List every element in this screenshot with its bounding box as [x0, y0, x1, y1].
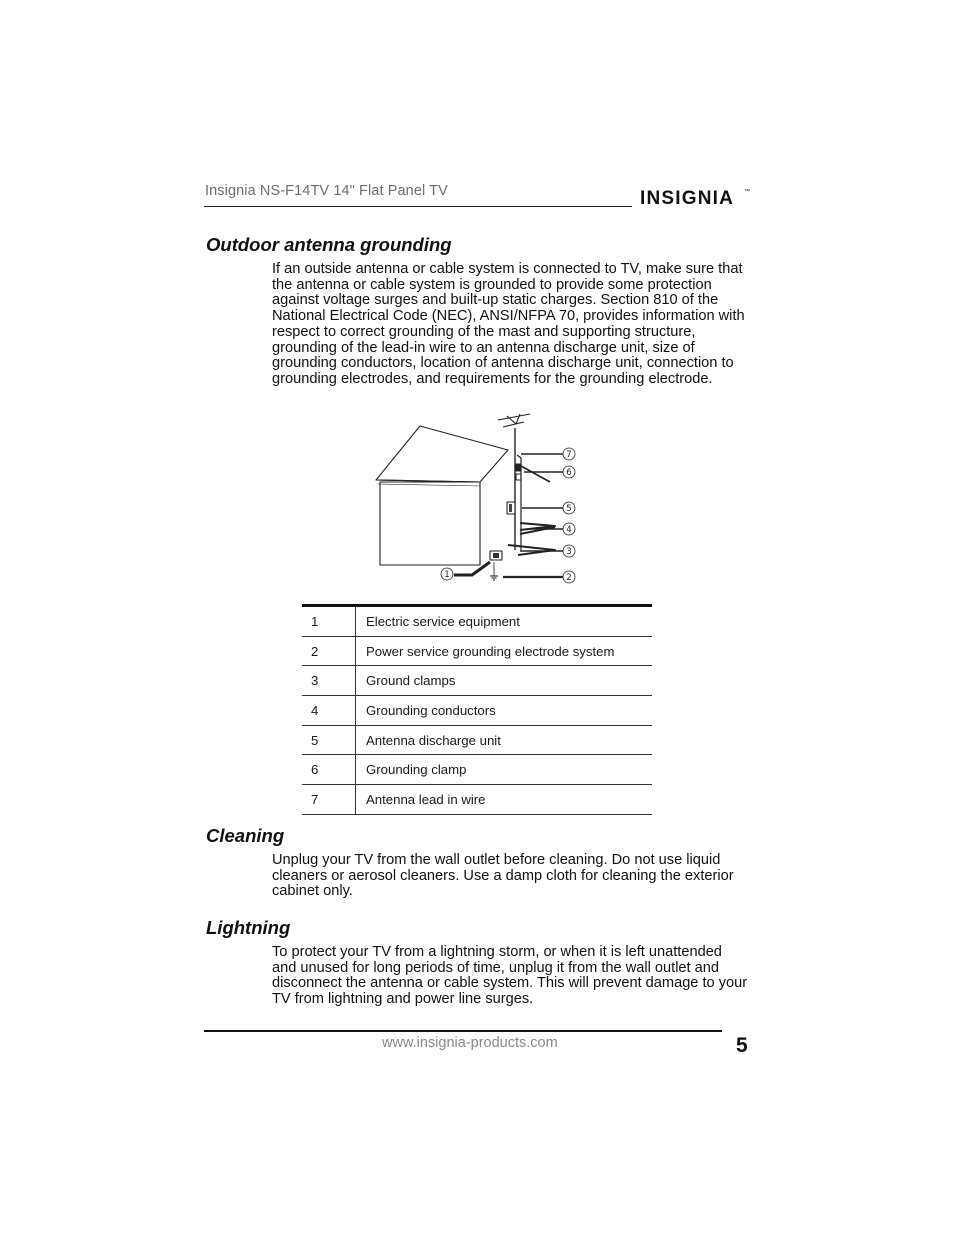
legend-label: Grounding clamp — [356, 755, 653, 785]
legend-label: Grounding conductors — [356, 696, 653, 726]
cleaning-body: Unplug your TV from the wall outlet before cleaning. Do not use liquid cleaners or aerosol cleaners. Use a damp cloth for cleaning the exterior cabinet only. — [272, 852, 734, 900]
logo-wordmark: INSIGNIA — [640, 188, 735, 209]
table-row — [302, 666, 652, 696]
document-header-title: Insignia NS-F14TV 14" Flat Panel TV — [205, 183, 448, 199]
legend-number: 5 — [302, 725, 356, 755]
cleaning-heading: Cleaning — [206, 825, 285, 846]
logo-trademark: ™ — [744, 189, 750, 195]
table-row — [302, 725, 652, 755]
callout-7: 7 — [566, 450, 572, 460]
outdoor-antenna-heading: Outdoor antenna grounding — [206, 234, 452, 255]
legend-number: 3 — [302, 666, 356, 696]
legend-label: Ground clamps — [356, 666, 653, 696]
legend-number: 2 — [302, 636, 356, 666]
legend-label: Antenna discharge unit — [356, 725, 653, 755]
footer-divider — [204, 1030, 722, 1032]
table-row — [302, 636, 652, 666]
legend-number: 7 — [302, 785, 356, 815]
table-row — [302, 755, 652, 785]
lightning-body: To protect your TV from a lightning storm, or when it is left unattended and unused for long periods of time, unplug it from the wall outlet and disconnect the antenna or cable system. This will prevent damage to your TV from lightning and power line surges. — [272, 944, 748, 1008]
callout-5: 5 — [566, 504, 572, 514]
legend-label: Antenna lead in wire — [356, 785, 653, 815]
footer-website-link: www.insignia-products.com — [382, 1035, 558, 1051]
insignia-logo — [638, 183, 752, 213]
house-roof — [376, 426, 508, 482]
table-row — [302, 696, 652, 726]
diagram-legend-table — [302, 604, 652, 815]
callout-2: 2 — [566, 573, 572, 583]
lightning-heading: Lightning — [206, 917, 291, 938]
table-row — [302, 785, 652, 815]
page-number: 5 — [736, 1034, 748, 1057]
header-divider — [204, 206, 632, 207]
legend-number: 4 — [302, 696, 356, 726]
legend-label: Electric service equipment — [356, 606, 653, 637]
house-wall — [380, 482, 480, 565]
callout-1: 1 — [444, 570, 450, 580]
legend-label: Power service grounding electrode system — [356, 636, 653, 666]
callout-3: 3 — [566, 547, 572, 557]
legend-number: 6 — [302, 755, 356, 785]
callout-6: 6 — [566, 468, 572, 478]
table-row — [302, 606, 652, 637]
antenna-grounding-diagram — [370, 410, 590, 590]
legend-number: 1 — [302, 606, 356, 637]
callout-4: 4 — [566, 525, 572, 535]
antenna-element — [498, 414, 530, 420]
outdoor-antenna-body: If an outside antenna or cable system is connected to TV, make sure that the antenna or cable system is grounded to provide some protection against voltage surges and built-up static charges. Section 810 of the National Electrical Code (NEC), ANSI/NFPA 70, provides information with respect to correct grounding of the mast and supporting structure, grounding of the lead-in wire to an antenna discharge unit, size of grounding conductors, location of antenna discharge unit, connection to grounding electrodes, and requirements for the grounding electrode. — [272, 261, 745, 387]
